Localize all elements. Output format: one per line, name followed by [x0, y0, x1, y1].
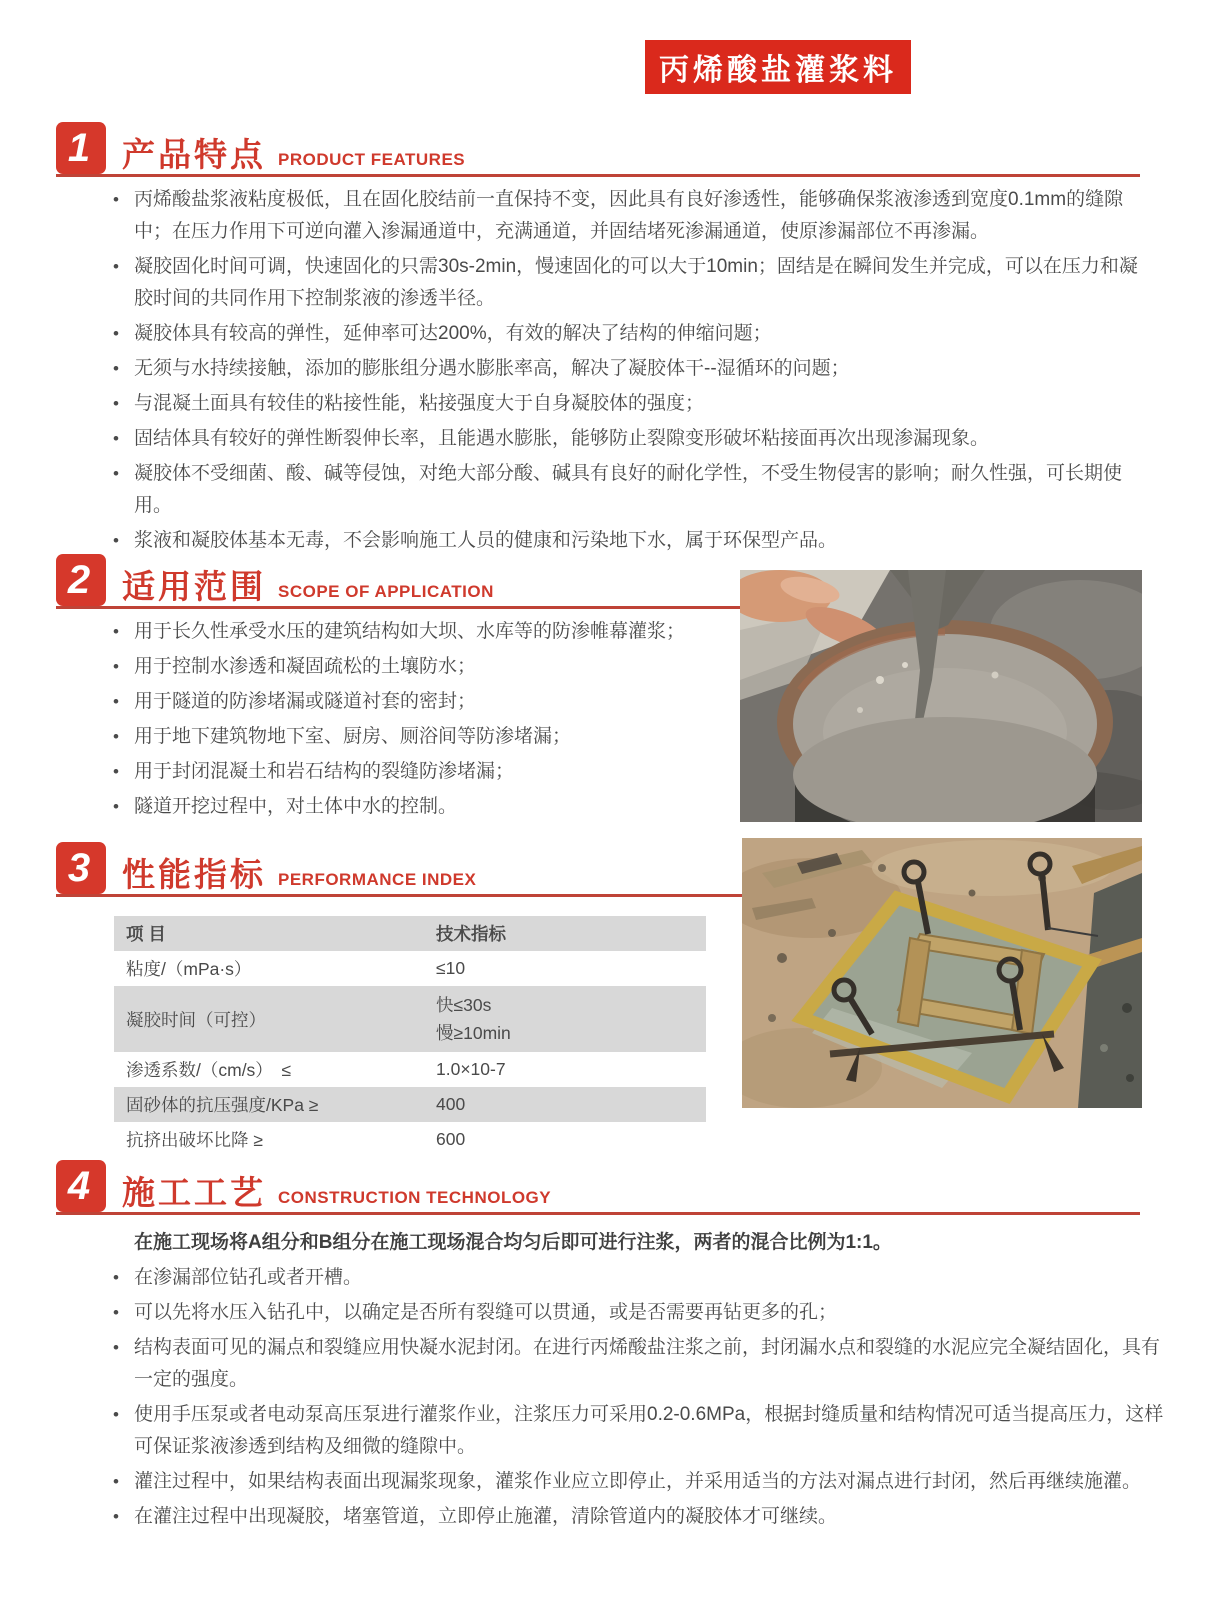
- table-row: [114, 951, 706, 986]
- list-item: • 丙烯酸盐浆液粘度极低，且在固化胶结前一直保持不变，因此具有良好渗透性，能够确保浆液渗透到宽度0.1mm的缝隙中；在压力作用下可逆向灌入渗漏通道中，充满通道，并固结堵死渗漏通道，使原渗漏部位不再渗漏。: [106, 184, 1152, 248]
- gel-time-fast: 快≤30s: [436, 995, 492, 1015]
- section-subtitle: CONSTRUCTION TECHNOLOGY: [278, 1188, 552, 1207]
- list-item: • 无须与水持续接触，添加的膨胀组分遇水膨胀率高，解决了凝胶体干--湿循环的问题；: [106, 353, 1152, 385]
- section-number-badge: 1: [56, 122, 106, 174]
- list-item: • 凝胶体不受细菌、酸、碱等侵蚀，对绝大部分酸、碱具有良好的耐化学性，不受生物侵害的影响；耐久性强，可长期使用。: [106, 458, 1152, 522]
- list-item: • 在渗漏部位钻孔或者开槽。: [106, 1262, 1172, 1294]
- table-cell-value: 600: [436, 1129, 466, 1149]
- list-item: • 用于隧道的防渗堵漏或隧道衬套的密封；: [106, 686, 740, 718]
- construction-list: [106, 1262, 1172, 1536]
- performance-table: [114, 916, 706, 1157]
- table-cell-label: 抗挤出破坏比降 ≥: [126, 1130, 263, 1150]
- section-title: 性能指标: [122, 856, 266, 893]
- gel-time-slow: 慢≥10min: [436, 1023, 511, 1043]
- list-item: • 凝胶体具有较高的弹性，延伸率可达200%，有效的解决了结构的伸缩问题；: [106, 318, 1152, 350]
- list-item: • 可以先将水压入钻孔中，以确定是否所有裂缝可以贯通，或是否需要再钻更多的孔；: [106, 1297, 1172, 1329]
- scope-list: [106, 616, 740, 826]
- section-number-badge: 4: [56, 1160, 106, 1212]
- list-item: • 用于封闭混凝土和岩石结构的裂缝防渗堵漏；: [106, 756, 740, 788]
- table-row: [114, 1052, 706, 1087]
- section-subtitle: PERFORMANCE INDEX: [278, 870, 477, 889]
- list-item: • 用于控制水渗透和凝固疏松的土壤防水；: [106, 651, 740, 683]
- section-title: 适用范围: [122, 568, 266, 605]
- grout-mixing-illustration: [740, 570, 1142, 822]
- list-item: • 在灌注过程中出现凝胶，堵塞管道，立即停止施灌，清除管道内的凝胶体才可继续。: [106, 1501, 1172, 1533]
- section-subtitle: SCOPE OF APPLICATION: [278, 582, 494, 601]
- table-cell-label: 粘度/（mPa·s）: [126, 959, 252, 979]
- list-item: • 固结体具有较好的弹性断裂伸长率，且能遇水膨胀，能够防止裂隙变形破坏粘接面再次出现渗漏现象。: [106, 423, 1152, 455]
- grout-mixing-photo: [740, 570, 1142, 822]
- list-item: • 浆液和凝胶体基本无毒，不会影响施工人员的健康和污染地下水，属于环保型产品。: [106, 525, 1152, 557]
- list-item: • 结构表面可见的漏点和裂缝应用快凝水泥封闭。在进行丙烯酸盐注浆之前，封闭漏水点和裂缝的水泥应完全凝结固化，具有一定的强度。: [106, 1332, 1172, 1396]
- column-header-indicator: 技术指标: [436, 924, 506, 944]
- section-number-badge: 3: [56, 842, 106, 894]
- section-title: 施工工艺: [122, 1174, 266, 1211]
- section-title: 产品特点: [122, 136, 266, 173]
- construction-intro: 在施工现场将A组分和B组分在施工现场混合均匀后即可进行注浆，两者的混合比例为1:1。: [134, 1232, 892, 1253]
- table-cell-label: 渗透系数/（cm/s） ≤: [126, 1060, 292, 1080]
- list-item: • 使用手压泵或者电动泵高压泵进行灌浆作业，注浆压力可采用0.2-0.6MPa，根据封缝质量和结构情况可适当提高压力，这样可保证浆液渗透到结构及细微的缝隙中。: [106, 1399, 1172, 1463]
- table-cell-label: 凝胶时间（可控）: [126, 1009, 266, 1030]
- table-cell-value: [424, 986, 706, 1052]
- section-header-features: [56, 122, 1140, 177]
- list-item: • 用于地下建筑物地下室、厨房、厕浴间等防渗堵漏；: [106, 721, 740, 753]
- section-subtitle: PRODUCT FEATURES: [278, 150, 466, 169]
- formwork-grouting-illustration: [742, 838, 1142, 1108]
- list-item: • 灌注过程中，如果结构表面出现漏浆现象，灌浆作业应立即停止，并采用适当的方法对漏点进行封闭，然后再继续施灌。: [106, 1466, 1172, 1498]
- table-cell-value: ≤10: [436, 958, 466, 978]
- formwork-grouting-photo: [742, 838, 1142, 1108]
- table-row: [114, 1087, 706, 1122]
- table-header-row: [114, 916, 706, 951]
- features-list: [106, 184, 1152, 560]
- table-row: [114, 1122, 706, 1157]
- list-item: • 与混凝土面具有较佳的粘接性能，粘接强度大于自身凝胶体的强度；: [106, 388, 1152, 420]
- page-title: 丙烯酸盐灌浆料: [645, 40, 911, 94]
- table-cell-value: 400: [436, 1094, 466, 1114]
- table-row: [114, 986, 706, 1052]
- column-header-item: 项 目: [126, 924, 166, 944]
- list-item: • 凝胶固化时间可调，快速固化的只需30s-2min，慢速固化的可以大于10min；固结是在瞬间发生并完成，可以在压力和凝胶时间的共同作用下控制浆液的渗透半径。: [106, 251, 1152, 315]
- table-cell-label: 固砂体的抗压强度/KPa ≥: [126, 1095, 319, 1115]
- table-cell-value: 1.0×10-7: [436, 1059, 506, 1079]
- section-header-construction: [56, 1160, 1140, 1215]
- list-item: • 用于长久性承受水压的建筑结构如大坝、水库等的防渗帷幕灌浆；: [106, 616, 740, 648]
- section-number-badge: 2: [56, 554, 106, 606]
- list-item: • 隧道开挖过程中，对土体中水的控制。: [106, 791, 740, 823]
